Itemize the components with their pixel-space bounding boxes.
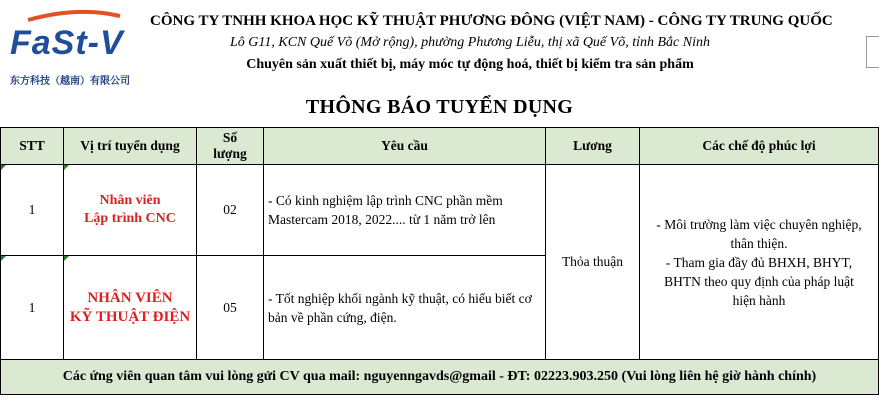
header-position: Vị trí tuyển dụng bbox=[64, 128, 197, 165]
row2-requirement-line1: - Tốt nghiệp khối ngành kỹ thuật, có hiểu biết cơ bbox=[268, 290, 532, 306]
row2-quantity: 05 bbox=[197, 256, 264, 360]
logo-wordmark: FaSt-V bbox=[10, 24, 124, 62]
row1-requirement-line2: Mastercam 2018, 2022.... từ 1 năm trở lên bbox=[268, 212, 496, 227]
row1-position bbox=[64, 165, 197, 256]
header-quantity bbox=[197, 128, 264, 165]
contact-footer: Các ứng viên quan tâm vui lòng gửi CV qua mail: nguyenngavds@gmail - ĐT: 02223.903.250 (Vui lòng liên hệ giờ hành chính) bbox=[1, 360, 879, 395]
benefits-line5: hiện hành bbox=[732, 292, 786, 308]
salary-cell: Thỏa thuận bbox=[546, 165, 640, 360]
row2-stt: 1 bbox=[1, 256, 64, 360]
benefits-line2: thân thiện. bbox=[730, 235, 788, 251]
header-salary: Lương bbox=[546, 128, 640, 165]
table-row bbox=[1, 165, 879, 256]
side-box bbox=[866, 36, 879, 68]
company-address: Lô G11, KCN Quế Võ (Mở rộng), phường Phương Liễu, thị xã Quế Võ, tỉnh Bắc Ninh bbox=[230, 35, 710, 50]
header-requirements: Yêu cầu bbox=[264, 128, 546, 165]
company-header bbox=[150, 10, 833, 76]
row1-stt: 1 bbox=[1, 165, 64, 256]
logo-chinese-name: 东方科技（越南）有限公司 bbox=[10, 76, 130, 87]
row1-position-line2: Lập trình CNC bbox=[84, 211, 176, 226]
table-footer-row bbox=[1, 360, 879, 395]
header-benefits: Các chế độ phúc lợi bbox=[640, 128, 879, 165]
recruitment-table bbox=[0, 127, 879, 395]
row1-quantity: 02 bbox=[197, 165, 264, 256]
benefits-line1: - Môi trường làm việc chuyên nghiệp, bbox=[656, 216, 862, 232]
row1-position-line1: Nhân viên bbox=[99, 193, 161, 208]
benefits-line4: BHTN theo quy định của pháp luật bbox=[664, 273, 854, 289]
header-quantity-line1: Số bbox=[222, 130, 238, 145]
row1-requirements bbox=[264, 165, 546, 256]
company-logo bbox=[8, 8, 148, 90]
row1-requirement-line1: - Có kinh nghiệm lập trình CNC phần mềm bbox=[268, 193, 503, 208]
row2-requirement-line2: bản về phần cứng, điện. bbox=[268, 309, 397, 325]
header-stt: STT bbox=[1, 128, 64, 165]
benefits-line3: - Tham gia đầy đủ BHXH, BHYT, bbox=[665, 254, 853, 270]
row2-position bbox=[64, 256, 197, 360]
row2-position-line1: NHÂN VIÊN bbox=[87, 289, 173, 306]
page-title: THÔNG BÁO TUYỂN DỤNG bbox=[305, 96, 574, 118]
company-name: CÔNG TY TNHH KHOA HỌC KỸ THUẬT PHƯƠNG ĐÔNG (VIỆT NAM) - CÔNG TY TRUNG QUỐC bbox=[150, 13, 833, 29]
row2-position-line2: KỸ THUẬT ĐIỆN bbox=[69, 308, 191, 325]
table-header-row bbox=[1, 128, 879, 165]
company-tagline: Chuyên sản xuất thiết bị, máy móc tự động hoá, thiết bị kiểm tra sản phẩm bbox=[246, 57, 694, 72]
header-quantity-line2: lượng bbox=[213, 146, 247, 161]
row2-requirements bbox=[264, 256, 546, 360]
benefits-cell bbox=[640, 165, 879, 360]
